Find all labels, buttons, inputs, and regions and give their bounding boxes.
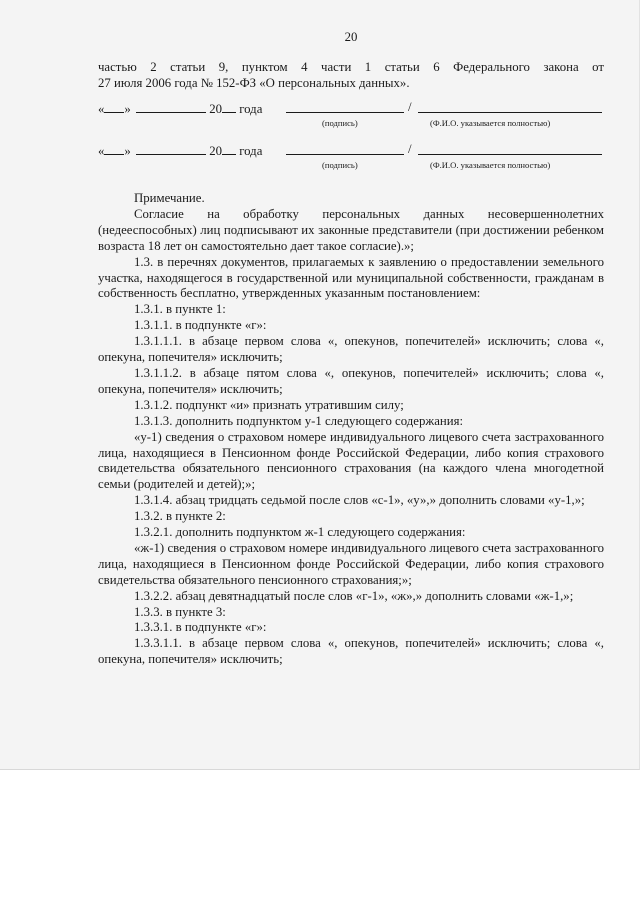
document-body	[98, 191, 604, 668]
date-field: « » 20 года	[98, 102, 263, 116]
paragraph-1-3-1-1-1: 1.3.1.1.1. в абзаце первом слова «, опекунов, попечителей» исключить; слова «, опекуна, попечителя» исключить;	[98, 334, 604, 365]
date-field: « » 20 года	[98, 144, 263, 158]
name-caption: (Ф.И.О. указывается полностью)	[430, 160, 551, 170]
intro-line-2: 27 июля 2006 года № 152-ФЗ «О персональных данных».	[98, 75, 410, 90]
month-blank	[136, 142, 206, 155]
signature-row-1	[98, 100, 604, 130]
paragraph-note: Согласие на обработку персональных данных несовершеннолетних (недееспособных) лиц подписывают их законные представители (при достижении ребенком возраста 18 лет он самостоятельно дает такое согласие).»;	[98, 206, 604, 253]
paragraph-zh-1: «ж-1) сведения о страховом номере индивидуального лицевого счета застрахованного лица, находящиеся в Пенсионном фонде Российской Федерации, либо копия страхового свидетельства обязательного пенсионного страхования;»;	[98, 540, 604, 587]
paragraph-1-3-1-3: 1.3.1.3. дополнить подпунктом у-1 следующего содержания:	[134, 413, 464, 428]
intro-paragraph	[98, 60, 604, 92]
signature-row-2	[98, 142, 604, 172]
paragraph-y-1: «у-1) сведения о страховом номере индивидуального лицевого счета застрахованного лица, находящиеся в Пенсионном фонде Российской Федерации, либо копия страхового свидетельства обязательного пенсионного страхования (на каждого члена многодетной семьи (родителей и детей);»;	[98, 429, 604, 492]
paragraph-1-3-2-1: 1.3.2.1. дополнить подпунктом ж-1 следующего содержания:	[134, 525, 466, 540]
signature-caption: (подпись)	[322, 160, 358, 170]
paragraph-1-3-2-2: 1.3.2.2. абзац девятнадцатый после слов «г-1», «ж»,» дополнить словами «ж-1,»;	[134, 588, 574, 603]
paragraph-1-3-3-1-1: 1.3.3.1.1. в абзаце первом слова «, опекунов, попечителей» исключить; слова «, опекуна, попечителя» исключить;	[98, 636, 604, 667]
paragraph-1-3-2: 1.3.2. в пункте 2:	[134, 509, 226, 524]
day-blank	[104, 100, 124, 113]
page-number: 20	[344, 30, 358, 44]
month-blank	[136, 100, 206, 113]
intro-line-1: частью 2 статьи 9, пунктом 4 части 1 статьи 6 Федерального закона от	[98, 60, 604, 74]
paragraph-1-3-1-4: 1.3.1.4. абзац тридцать седьмой после слов «с-1», «у»,» дополнить словами «у-1,»;	[134, 493, 585, 508]
year-blank	[222, 142, 236, 155]
day-blank	[104, 142, 124, 155]
slash: /	[408, 100, 412, 114]
name-line	[418, 154, 602, 155]
signature-line	[286, 112, 404, 113]
paragraph-1-3-3-1: 1.3.3.1. в подпункте «г»:	[134, 620, 267, 635]
name-caption: (Ф.И.О. указывается полностью)	[430, 118, 551, 128]
paragraph-1-3-1-2: 1.3.1.2. подпункт «и» признать утратившим силу;	[134, 397, 404, 412]
paragraph-1-3-1-1: 1.3.1.1. в подпункте «г»:	[134, 318, 267, 333]
name-line	[418, 112, 602, 113]
paragraph-1-3-3: 1.3.3. в пункте 3:	[134, 604, 226, 619]
signature-caption: (подпись)	[322, 118, 358, 128]
paragraph-1-3-1-1-2: 1.3.1.1.2. в абзаце пятом слова «, опекунов, попечителей» исключить; слова «, опекуна, попечителя» исключить;	[98, 365, 604, 396]
paragraph-1-3: 1.3. в перечнях документов, прилагаемых к заявлению о предоставлении земельного участка, находящегося в государственной или муниципальной собственности, гражданам в собственность бесплатно, утвержденных указанным постановлением:	[98, 254, 604, 301]
paragraph-1-3-1: 1.3.1. в пункте 1:	[134, 302, 226, 317]
signature-line	[286, 154, 404, 155]
slash: /	[408, 142, 412, 156]
note-title: Примечание.	[134, 191, 205, 205]
year-blank	[222, 100, 236, 113]
